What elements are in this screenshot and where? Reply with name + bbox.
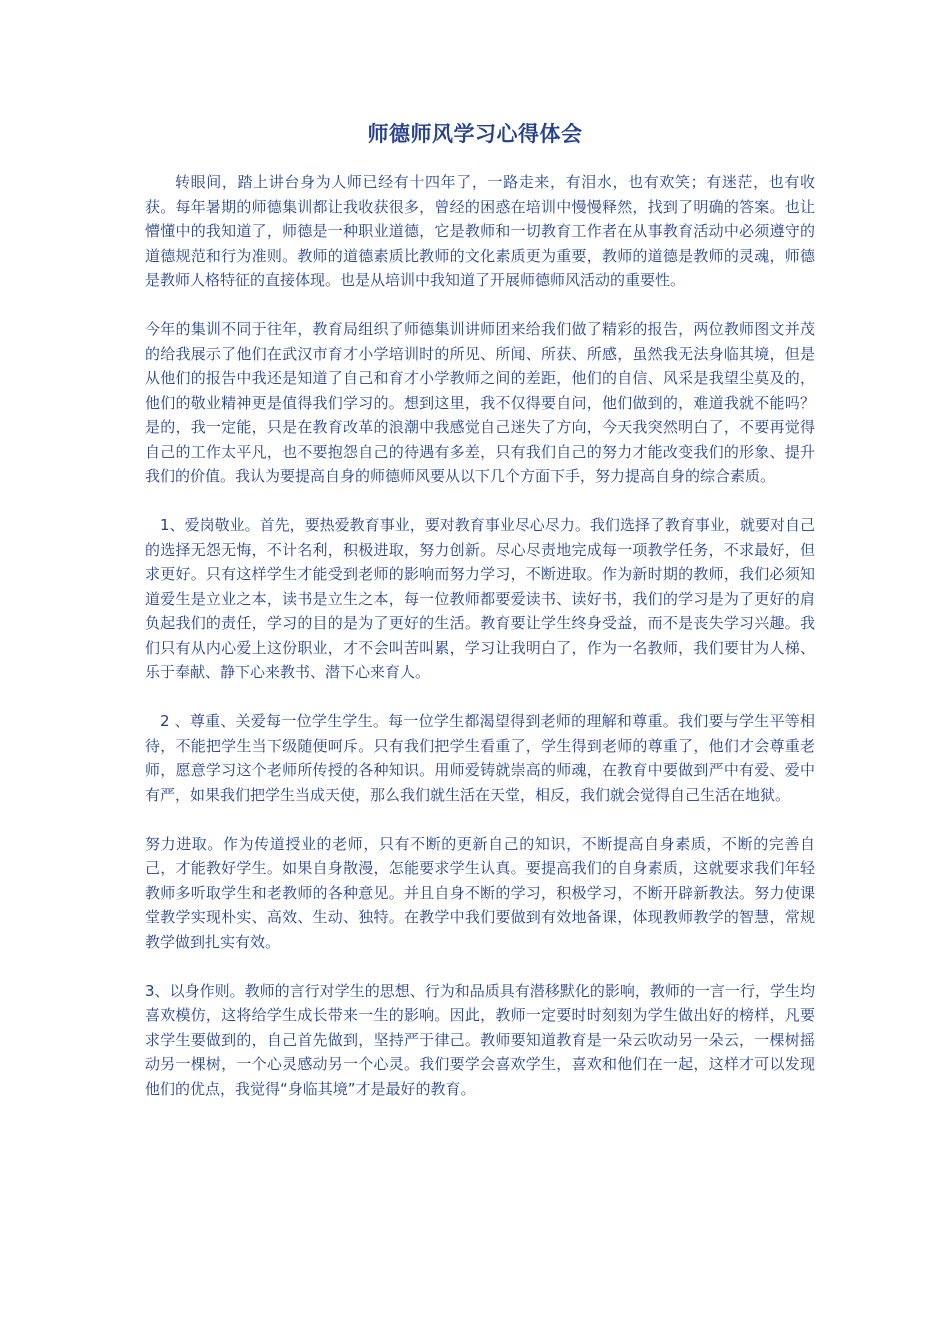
document-title: 师德师风学习心得体会 xyxy=(367,122,583,146)
paragraph-point-1: 1、爱岗敬业。首先，要热爱教育事业，要对教育事业尽心尽力。我们选择了教育事业，就要对自己的选择无怨无悔，不计名利，积极进取，努力创新。尽心尽责地完成每一项教学任务，不求最好，但求更好。只有这样学生才能受到老师的影响而努力学习，不断进取。作为新时期的教师，我们必须知道爱生是立业之本，读书是立生之本，每一位教师都要爱读书、读好书，我们的学习是为了更好的肩负起我们的责任，学习的目的是为了更好的生活。教育要让学生终身受益，而不是丧失学习兴趣。我们只有从内心爱上这份职业，才不会叫苦叫累，学习让我明白了，作为一名教师，我们要甘为人梯、乐于奉献、静下心来教书、潜下心来育人。 xyxy=(145,516,815,681)
paragraph-training: 今年的集训不同于往年，教育局组织了师德集训讲师团来给我们做了精彩的报告，两位教师图文并茂的给我展示了他们在武汉市育才小学培训时的所见、所闻、所获、所感，虽然我无法身临其境，但是从他们的报告中我还是知道了自己和育才小学教师之间的差距，他们的自信、风采是我望尘莫及的，他们的敬业精神更是值得我们学习的。想到这里，我不仅得要自问，他们做到的，难道我就不能吗？是的，我一定能，只是在教育改革的浪潮中我感觉自己迷失了方向，今天我突然明白了，不要再觉得自己的工作太平凡，也不要抱怨自己的待遇有多差，只有我们自己的努力才能改变我们的形象、提升我们的价值。我认为要提高自身的师德师风要从以下几个方面下手，努力提高自身的综合素质。 xyxy=(145,320,815,485)
paragraph-intro: 转眼间，踏上讲台身为人师已经有十四年了，一路走来，有泪水，也有欢笑；有迷茫，也有收获。每年暑期的师德集训都让我收获很多，曾经的困惑在培训中慢慢释然，找到了明确的答案。也让懵懂中的我知道了，师德是一种职业道德，它是教师和一切教育工作者在从事教育活动中必须遵守的道德规范和行为准则。教师的道德素质比教师的文化素质更为重要，教师的道德是教师的灵魂，师德是教师人格特征的直接体现。也是从培训中我知道了开展师德师风活动的重要性。 xyxy=(145,173,815,289)
document-body xyxy=(145,170,815,1126)
paragraph-point-3: 3、以身作则。教师的言行对学生的思想、行为和品质具有潜移默化的影响，教师的一言一行，学生均喜欢模仿，这将给学生成长带来一生的影响。因此，教师一定要时时刻刻为学生做出好的榜样，凡要求学生要做到的，自己首先做到，坚持严于律己。教师要知道教育是一朵云吹动另一朵云，一棵树摇动另一棵树，一个心灵感动另一个心灵。我们要学会喜欢学生，喜欢和他们在一起，这样才可以发现他们的优点，我觉得“身临其境”才是最好的教育。 xyxy=(145,981,815,1098)
paragraph-progress: 努力进取。作为传道授业的老师，只有不断的更新自己的知识，不断提高自身素质，不断的完善自己，才能教好学生。如果自身散漫，怎能要求学生认真。要提高我们的自身素质，这就要求我们年轻教师多听取学生和老教师的各种意见。并且自身不断的学习，积极学习，不断开辟新教法。努力使课堂教学实现朴实、高效、生动、独特。在教学中我们要做到有效地备课，体现教师教学的智慧，常规教学做到扎实有效。 xyxy=(145,834,815,951)
paragraph-point-2: 2 、尊重、关爱每一位学生学生。每一位学生都渴望得到老师的理解和尊重。我们要与学生平等相待，不能把学生当下级随便呵斥。只有我们把学生看重了，学生得到老师的尊重了，他们才会尊重老师，愿意学习这个老师所传授的各种知识。用师爱铸就崇高的师魂，在教育中要做到严中有爱、爱中有严，如果我们把学生当成天使，那么我们就生活在天堂，相反，我们就会觉得自己生活在地狱。 xyxy=(145,712,815,804)
